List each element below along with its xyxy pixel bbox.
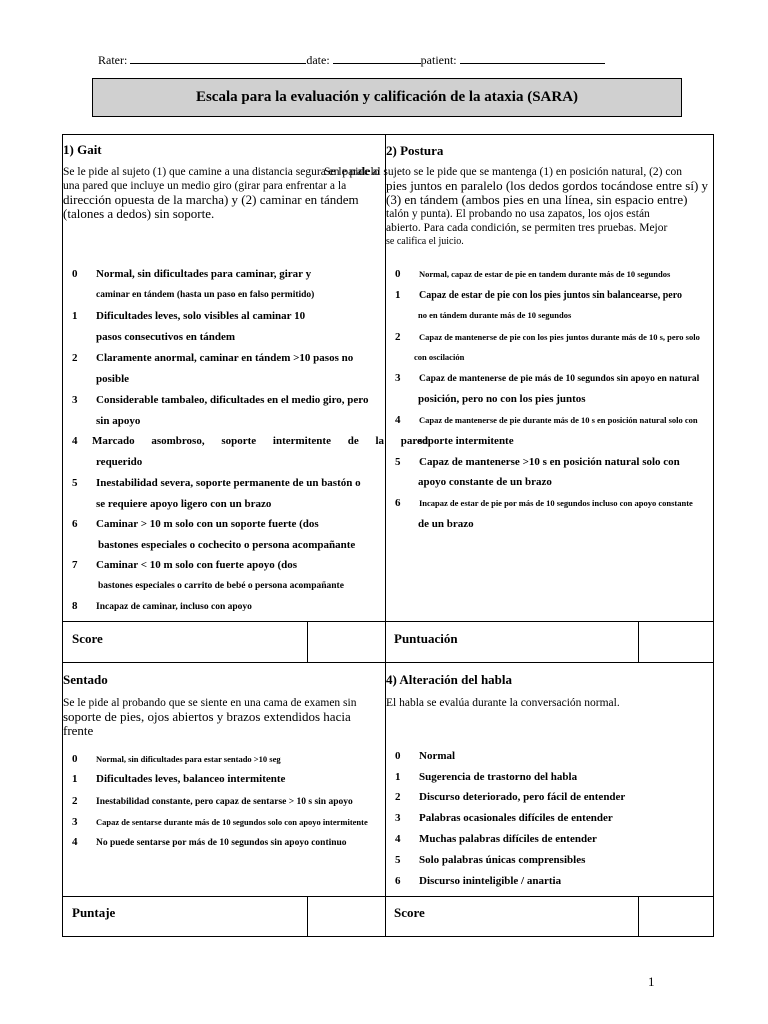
postura-instr-line: Se le pide al sujeto se le pide que se mantenga (1) en posición natural, (2) con xyxy=(324,166,682,178)
habla-item-2: 2 Discurso deteriorado, pero fácil de entender xyxy=(395,791,626,803)
gait-item-0-cont: caminar en tándem (hasta un paso en falso permitido) xyxy=(96,290,315,300)
postura-item-0: 0 Normal, capaz de estar de pie en tandem durante más de 10 segundos xyxy=(395,268,671,280)
gait-item-6: 6 Caminar > 10 m solo con un soporte fuerte (dos xyxy=(72,518,319,530)
postura-item-3-cont: posición, pero no con los pies juntos xyxy=(418,393,586,405)
header-fields xyxy=(98,53,605,68)
gait-instr-line: dirección opuesta de la marcha) y (2) caminar en tándem xyxy=(63,192,359,207)
habla-item-5: 5 Solo palabras únicas comprensibles xyxy=(395,854,586,866)
grid-score1-top xyxy=(62,621,714,622)
postura-item-5: 5 Capaz de mantenerse >10 s en posición natural solo con xyxy=(395,456,680,468)
habla-item-3: 3 Palabras ocasionales difíciles de entender xyxy=(395,812,613,824)
sentado-score-field[interactable] xyxy=(308,897,384,936)
grid-bottom xyxy=(62,936,714,937)
sentado-instr-line: Se le pide al probando que se siente en una cama de examen sin xyxy=(63,697,357,709)
grid-left xyxy=(62,134,63,937)
grid-top xyxy=(62,134,714,135)
gait-title: 1) Gait xyxy=(63,142,102,157)
sentado-title: Sentado xyxy=(63,672,108,687)
habla-score-label: Score xyxy=(394,905,425,920)
postura-item-3: 3 Capaz de mantenerse de pie más de 10 segundos sin apoyo en natural xyxy=(395,372,700,384)
gait-item-5: 5 Inestabilidad severa, soporte permanente de un bastón o xyxy=(72,477,361,489)
sentado-item-0: 0 Normal, sin dificultades para estar sentado >10 seg xyxy=(72,753,281,765)
habla-title: 4) Alteración del habla xyxy=(386,672,513,687)
gait-item-2: 2 Claramente anormal, caminar en tándem >10 pasos no xyxy=(72,352,354,364)
gait-item-3: 3 Considerable tambaleo, dificultades en el medio giro, pero xyxy=(72,394,369,406)
page-number: 1 xyxy=(648,974,655,989)
gait-score-label: Score xyxy=(72,631,103,646)
postura-score-label: Puntuación xyxy=(394,631,458,646)
gait-item-1-cont: pasos consecutivos en tándem xyxy=(96,331,236,343)
sentado-item-4: 4 No puede sentarse por más de 10 segundos sin apoyo continuo xyxy=(72,836,347,848)
gait-item-4-cont: requerido xyxy=(96,456,143,468)
postura-item-6: 6 Incapaz de estar de pie por más de 10 segundos incluso con apoyo constante xyxy=(395,497,693,509)
postura-title: 2) Postura xyxy=(386,143,444,158)
sentado-item-2: 2 Inestabilidad constante, pero capaz de sentarse > 10 s sin apoyo xyxy=(72,795,353,807)
patient-field[interactable] xyxy=(460,53,605,64)
postura-item-1-cont: no en tándem durante más de 10 segundos xyxy=(418,310,572,320)
sentado-score-label: Puntaje xyxy=(72,905,116,920)
gait-item-0: 0 Normal, sin dificultades para caminar, girar y xyxy=(72,268,312,280)
sentado-item-1: 1 Dificultades leves, balanceo intermitente xyxy=(72,773,286,785)
gait-score-field[interactable] xyxy=(308,622,384,661)
sentado-item-3: 3 Capaz de sentarse durante más de 10 segundos solo con apoyo intermitente xyxy=(72,816,368,828)
habla-item-0: 0 Normal xyxy=(395,750,456,762)
gait-instr-line: (talones a dedos) sin soporte. xyxy=(63,206,215,221)
postura-score-field[interactable] xyxy=(639,622,712,661)
gait-item-7: 7 Caminar < 10 m solo con fuerte apoyo (dos xyxy=(72,559,298,571)
document-title-text: Escala para la evaluación y calificación de la ataxia (SARA) xyxy=(195,89,579,105)
postura-instr-line: abierto. Para cada condición, se permiten tres pruebas. Mejor xyxy=(386,222,668,234)
postura-item-6-cont: de un brazo xyxy=(418,518,474,530)
sentado-instructions xyxy=(63,696,356,738)
grid-center xyxy=(385,134,386,937)
grid-right xyxy=(713,134,714,937)
sentado-instr-line: frente xyxy=(63,723,94,738)
postura-item-2-cont: con oscilación xyxy=(414,352,465,362)
gait-item-1: 1 Dificultades leves, solo visibles al caminar 10 xyxy=(72,310,306,322)
postura-item-4-cont: soporte intermitente xyxy=(418,435,514,447)
postura-instructions xyxy=(324,165,709,249)
gait-item-2-cont: posible xyxy=(96,373,130,385)
patient-label: patient: xyxy=(420,53,457,67)
habla-score-field[interactable] xyxy=(639,897,712,936)
postura-instr-line: se califica el juicio. xyxy=(386,236,464,247)
habla-instructions xyxy=(386,696,620,710)
postura-instr-line: talón y punta). El probando no usa zapatos, los ojos están xyxy=(386,208,650,220)
gait-item-3-cont: sin apoyo xyxy=(96,415,141,427)
habla-instr-line: El habla se evalúa durante la conversación normal. xyxy=(386,697,620,709)
habla-item-1: 1 Sugerencia de trastorno del habla xyxy=(395,771,578,783)
date-label: date: xyxy=(306,53,330,67)
postura-instr-line: pies juntos en paralelo (los dedos gordos tocándose entre sí) y xyxy=(386,178,709,193)
rater-label: Rater: xyxy=(98,53,128,67)
document-title xyxy=(92,78,682,117)
postura-item-5-cont: apoyo constante de un brazo xyxy=(418,476,552,488)
gait-item-7-cont: bastones especiales o carrito de bebé o persona acompañante xyxy=(98,581,344,591)
gait-item-5-cont: se requiere apoyo ligero con un brazo xyxy=(96,498,272,510)
habla-item-4: 4 Muchas palabras difíciles de entender xyxy=(395,833,597,845)
grid-middle xyxy=(62,662,714,663)
grid-score2-top xyxy=(62,896,714,897)
gait-item-4: 4 Marcado asombroso, soporte intermitente de la pared xyxy=(72,435,429,447)
gait-instr-line: Se le pide al sujeto (1) que camine a una distancia segura en paralelo xyxy=(63,166,380,178)
habla-item-6: 6 Discurso ininteligible / anartia xyxy=(395,875,562,887)
gait-instr-line: una pared que incluye un medio giro (girar para enfrentar a la xyxy=(63,180,347,192)
postura-item-4: 4 Capaz de mantenerse de pie durante más de 10 s en posición natural solo con xyxy=(395,414,698,426)
postura-item-1: 1 Capaz de estar de pie con los pies juntos sin balancearse, pero xyxy=(395,289,682,301)
date-field[interactable] xyxy=(333,53,421,64)
gait-item-6-cont: bastones especiales o cochecito o persona acompañante xyxy=(98,539,356,551)
sentado-instr-line: soporte de pies, ojos abiertos y brazos extendidos hacia xyxy=(63,709,351,724)
rater-field[interactable] xyxy=(130,53,306,64)
gait-item-8: 8 Incapaz de caminar, incluso con apoyo xyxy=(72,600,252,612)
postura-instr-line: (3) en tándem (ambos pies en una línea, sin espacio entre) xyxy=(386,192,688,207)
postura-item-2: 2 Capaz de mantenerse de pie con los pies juntos durante más de 10 s, pero solo xyxy=(395,331,700,343)
